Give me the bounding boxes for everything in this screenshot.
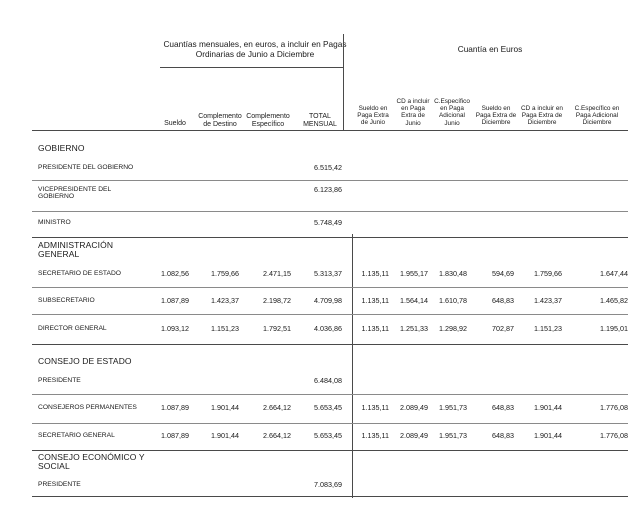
row-label: PRESIDENTE DEL GOBIERNO (38, 164, 134, 171)
cell-value: 648,83 (492, 431, 514, 440)
row-separator (32, 180, 628, 181)
cell-value: 702,87 (492, 324, 514, 333)
cell-value: 1.135,11 (361, 431, 389, 440)
cell-value: 1.901,44 (534, 431, 562, 440)
vertical-divider-header (343, 34, 344, 130)
cell-value: 648,83 (492, 296, 514, 305)
cell-value: 1.465,82 (600, 296, 628, 305)
row-label: SECRETARIO DE ESTADO (38, 270, 121, 277)
cell-value: 1.647,44 (600, 269, 628, 278)
row-label: PRESIDENTE (38, 481, 81, 488)
cell-value: 6.123,86 (314, 185, 342, 194)
row-separator (32, 314, 628, 315)
column-header-8: Sueldo en Paga Extra de Diciembre (475, 105, 517, 127)
cell-value: 648,83 (492, 403, 514, 412)
cell-value: 2.664,12 (263, 431, 291, 440)
cell-value: 2.664,12 (263, 403, 291, 412)
cell-value: 1.830,48 (439, 269, 467, 278)
group-header-monthly: Cuantías mensuales, en euros, a incluir en Pagas Ordinarias de Junio a Diciembre (163, 39, 347, 59)
row-separator (32, 287, 628, 288)
cell-value: 1.087,89 (161, 431, 189, 440)
cell-value: 1.776,08 (600, 431, 628, 440)
group-header-cuantia: Cuantía en Euros (457, 44, 523, 54)
row-label: PRESIDENTE (38, 377, 81, 384)
section-bottom-rule (32, 496, 628, 497)
cell-value: 1.564,14 (400, 296, 428, 305)
cell-value: 5.653,45 (314, 403, 342, 412)
column-header-1: Sueldo (164, 120, 186, 127)
row-separator (32, 211, 628, 212)
column-header-10: C.Específico en Paga Adicional Diciembre (574, 105, 620, 127)
vertical-divider-body (352, 234, 353, 498)
cell-value: 1.195,01 (600, 324, 628, 333)
column-header-2: Complemento de Destino (198, 113, 242, 128)
cell-value: 1.135,11 (361, 403, 389, 412)
row-label: CONSEJEROS PERMANENTES (38, 404, 137, 411)
cell-value: 1.901,44 (534, 403, 562, 412)
cell-value: 1.951,73 (439, 403, 467, 412)
cell-value: 1.087,89 (161, 296, 189, 305)
cell-value: 1.093,12 (161, 324, 189, 333)
header-rule-monthly (160, 67, 343, 68)
cell-value: 1.251,33 (400, 324, 428, 333)
column-header-7: C.Específico en Paga Adicional Junio (434, 98, 470, 127)
cell-value: 2.471,15 (263, 269, 291, 278)
row-label: VICEPRESIDENTE DEL GOBIERNO (38, 186, 111, 201)
cell-value: 1.082,56 (161, 269, 189, 278)
cell-value: 1.423,37 (211, 296, 239, 305)
cell-value: 6.515,42 (314, 163, 342, 172)
row-separator (32, 423, 628, 424)
cell-value: 2.198,72 (263, 296, 291, 305)
section-title: CONSEJO ECONÓMICO Y SOCIAL (38, 452, 145, 472)
section-title: ADMINISTRACIÓN GENERAL (38, 240, 114, 260)
row-label: SECRETARIO GENERAL (38, 432, 115, 439)
cell-value: 1.087,89 (161, 403, 189, 412)
cell-value: 1.955,17 (400, 269, 428, 278)
row-label: MINISTRO (38, 219, 71, 226)
section-bottom-rule (32, 344, 628, 345)
section-title: GOBIERNO (38, 143, 85, 153)
column-header-6: CD a incluir en Paga Extra de Junio (396, 98, 430, 127)
cell-value: 4.036,86 (314, 324, 342, 333)
cell-value: 1.776,08 (600, 403, 628, 412)
cell-value: 1.759,66 (211, 269, 239, 278)
row-separator (32, 394, 628, 395)
row-label: SUBSECRETARIO (38, 297, 95, 304)
column-header-3: Complemento Específico (246, 113, 290, 128)
section-bottom-rule (32, 450, 628, 451)
column-header-5: Sueldo en Paga Extra de Junio (357, 105, 389, 127)
cell-value: 1.151,23 (211, 324, 239, 333)
column-header-4: TOTAL MENSUAL (303, 113, 337, 128)
cell-value: 1.792,51 (263, 324, 291, 333)
section-title: CONSEJO DE ESTADO (38, 356, 132, 366)
cell-value: 1.759,66 (534, 269, 562, 278)
section-bottom-rule (32, 237, 628, 238)
cell-value: 2.089,49 (400, 431, 428, 440)
cell-value: 7.083,69 (314, 480, 342, 489)
cell-value: 1.151,23 (534, 324, 562, 333)
header-bottom-rule (32, 130, 628, 131)
cell-value: 2.089,49 (400, 403, 428, 412)
cell-value: 1.135,11 (361, 296, 389, 305)
column-header-9: CD a incluir en Paga Extra de Diciembre (521, 105, 563, 127)
cell-value: 1.951,73 (439, 431, 467, 440)
cell-value: 6.484,08 (314, 376, 342, 385)
cell-value: 1.423,37 (534, 296, 562, 305)
cell-value: 1.135,11 (361, 324, 389, 333)
cell-value: 594,69 (492, 269, 514, 278)
cell-value: 5.313,37 (314, 269, 342, 278)
cell-value: 5.748,49 (314, 218, 342, 227)
cell-value: 1.901,44 (211, 431, 239, 440)
cell-value: 1.610,78 (439, 296, 467, 305)
row-label: DIRECTOR GENERAL (38, 325, 107, 332)
cell-value: 1.298,92 (439, 324, 467, 333)
cell-value: 5.653,45 (314, 431, 342, 440)
cell-value: 4.709,98 (314, 296, 342, 305)
cell-value: 1.135,11 (361, 269, 389, 278)
cell-value: 1.901,44 (211, 403, 239, 412)
